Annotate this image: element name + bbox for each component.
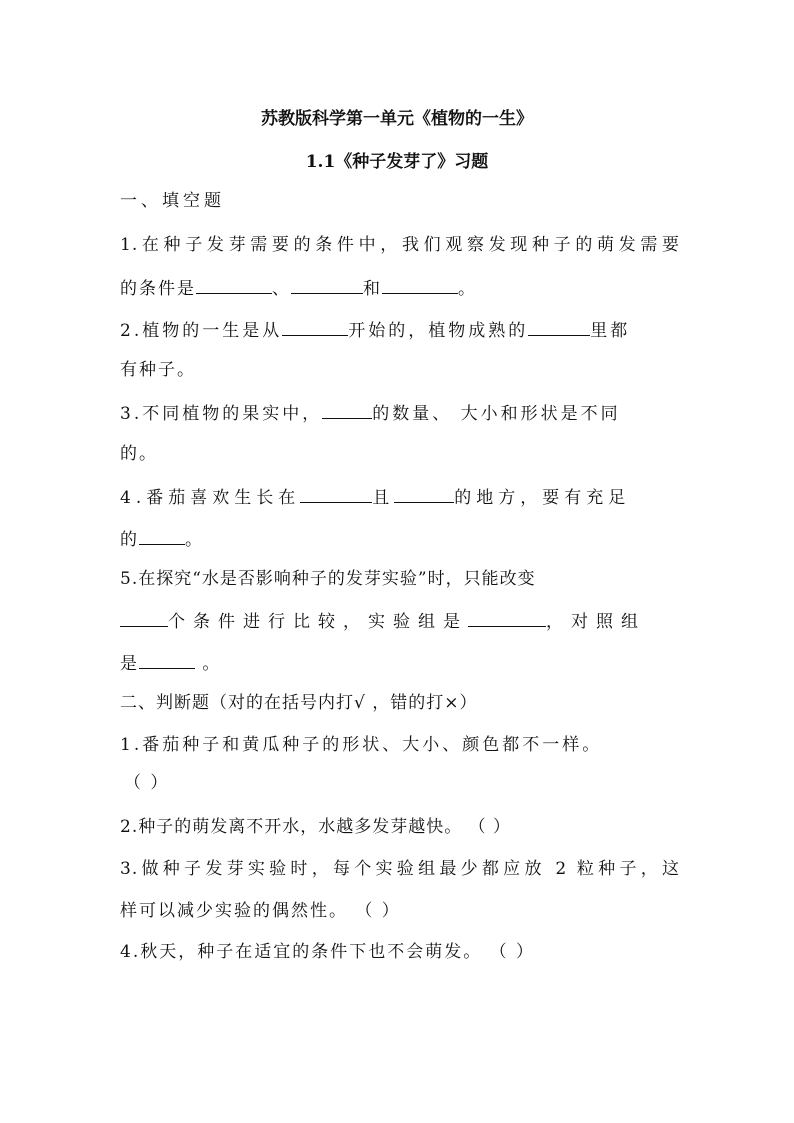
fill-q4-line1 xyxy=(120,484,680,510)
fill-q1-text-b: 、 xyxy=(272,279,291,299)
fill-q5-text-b: ，对照组 xyxy=(546,612,646,632)
fill-q5-text-d: 。 xyxy=(195,654,222,674)
fill-q5-line2 xyxy=(120,608,680,634)
section2-heading: 二、判断题（对的在括号内打√ ，错的打×） xyxy=(120,693,478,713)
fill-q1-line2 xyxy=(120,275,680,301)
fill-q2-blank-1 xyxy=(282,317,348,336)
fill-q5-line1: 5.在探究“水是否影响种子的发芽实验”时，只能改变 xyxy=(120,569,536,589)
fill-q4-text-e: 。 xyxy=(185,530,204,550)
fill-q4-line2 xyxy=(120,526,680,552)
fill-q1-blank-2 xyxy=(291,275,363,294)
fill-q3-line1 xyxy=(120,400,680,426)
fill-q4-text-c: 的地方，要有充足 xyxy=(454,488,631,508)
judge-q4: 4.秋天，种子在适宜的条件下也不会萌发。 （ ） xyxy=(120,942,536,962)
fill-q4-text-d: 的 xyxy=(120,530,139,550)
fill-q3-text-a: 3.不同植物的果实中， xyxy=(120,404,323,424)
fill-q4-text-a: 4.番茄喜欢生长在 xyxy=(120,488,301,508)
fill-q5-blank-3 xyxy=(139,650,195,669)
fill-q1-blank-3 xyxy=(382,275,458,294)
fill-q1-blank-1 xyxy=(196,275,272,294)
fill-q1-text-d: 。 xyxy=(458,279,477,299)
fill-q4-blank-2 xyxy=(394,484,454,503)
fill-q5-blank-2 xyxy=(468,608,546,627)
fill-q2-line1 xyxy=(120,317,680,343)
judge-q2: 2.种子的萌发离不开水，水越多发芽越快。 （ ） xyxy=(120,817,512,837)
fill-q5-line3 xyxy=(120,650,680,676)
document-title: 苏教版科学第一单元《植物的一生》 xyxy=(261,109,533,129)
document-subtitle: 1.1《种子发芽了》习题 xyxy=(305,152,489,172)
fill-q5-text-c: 是 xyxy=(120,654,139,674)
fill-q1-line1: 1.在种子发芽需要的条件中，我们观察发现种子的萌发需要 xyxy=(120,235,680,255)
judge-q3-line2: 样可以减少实验的偶然性。 （ ） xyxy=(120,901,401,921)
judge-q1-line1: 1.番茄种子和黄瓜种子的形状、大小、颜色都不一样。 xyxy=(120,735,603,755)
fill-q4-blank-1 xyxy=(300,484,372,503)
fill-q3-line2: 的。 xyxy=(120,444,158,464)
fill-q4-text-b: 且 xyxy=(372,488,395,508)
fill-q2-line2: 有种子。 xyxy=(120,360,196,380)
fill-q3-blank-1 xyxy=(322,400,372,419)
fill-q2-text-c: 里都 xyxy=(590,321,631,341)
fill-q2-blank-2 xyxy=(528,317,590,336)
fill-q1-text-a: 的条件是 xyxy=(120,279,196,299)
fill-q1-text-c: 和 xyxy=(363,279,382,299)
judge-q1-line2: （ ） xyxy=(124,773,170,793)
fill-q5-text-a: 个条件进行比较，实验组是 xyxy=(168,612,468,632)
fill-q2-text-b: 开始的，植物成熟的 xyxy=(348,321,529,341)
fill-q4-blank-3 xyxy=(139,526,185,545)
fill-q3-text-b: 的数量、 大小和形状是不同 xyxy=(372,404,621,424)
section1-heading: 一、填空题 xyxy=(120,191,225,211)
fill-q5-blank-1 xyxy=(120,608,168,627)
judge-q3-line1: 3.做种子发芽实验时，每个实验组最少都应放 2 粒种子，这 xyxy=(120,859,680,879)
fill-q2-text-a: 2.植物的一生是从 xyxy=(120,321,283,341)
